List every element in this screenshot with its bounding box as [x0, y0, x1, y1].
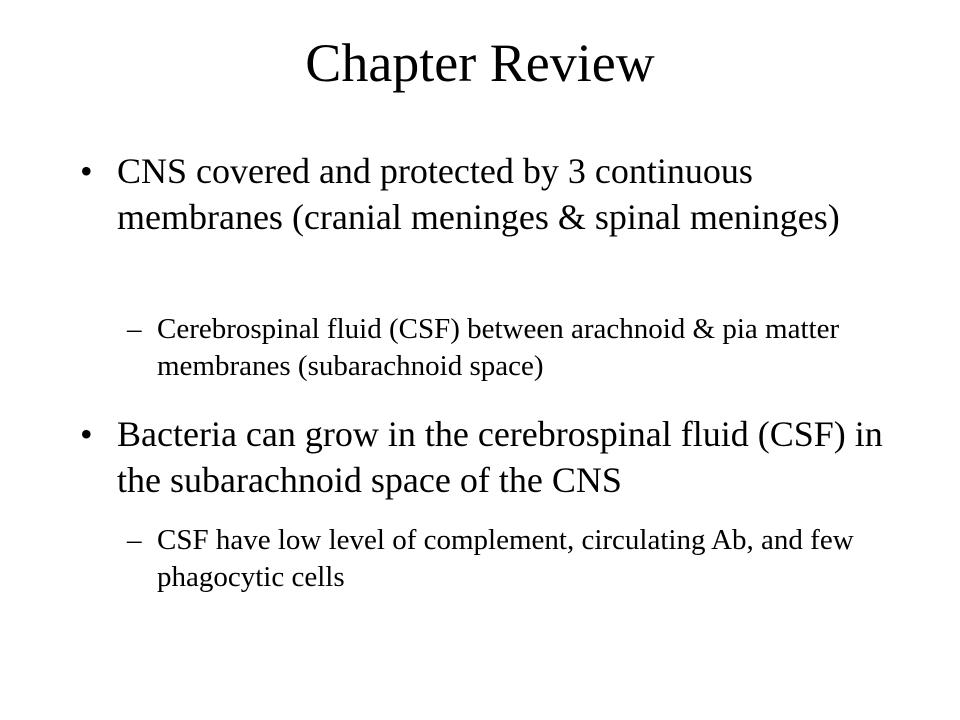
bullet-marker: • [80, 151, 93, 191]
sub-point-2 [127, 522, 877, 596]
bullet-point-1 [80, 148, 907, 240]
slide-title: Chapter Review [305, 33, 655, 93]
sub-point-text: CSF have low level of complement, circulating Ab, and few phagocytic cells [157, 524, 854, 593]
dash-marker: – [127, 313, 142, 345]
dash-marker: – [127, 524, 142, 556]
bullet-text: CNS covered and protected by 3 continuous membranes (cranial meninges & spinal meninges) [117, 151, 840, 237]
sub-point-text: Cerebrospinal fluid (CSF) between arachnoid & pia matter membranes (subarachnoid space) [157, 313, 840, 382]
bullet-text: Bacteria can grow in the cerebrospinal fluid (CSF) in the subarachnoid space of the CNS [117, 414, 883, 500]
bullet-marker: • [80, 414, 93, 454]
sub-point-1 [127, 311, 877, 385]
bullet-point-2 [80, 411, 907, 503]
